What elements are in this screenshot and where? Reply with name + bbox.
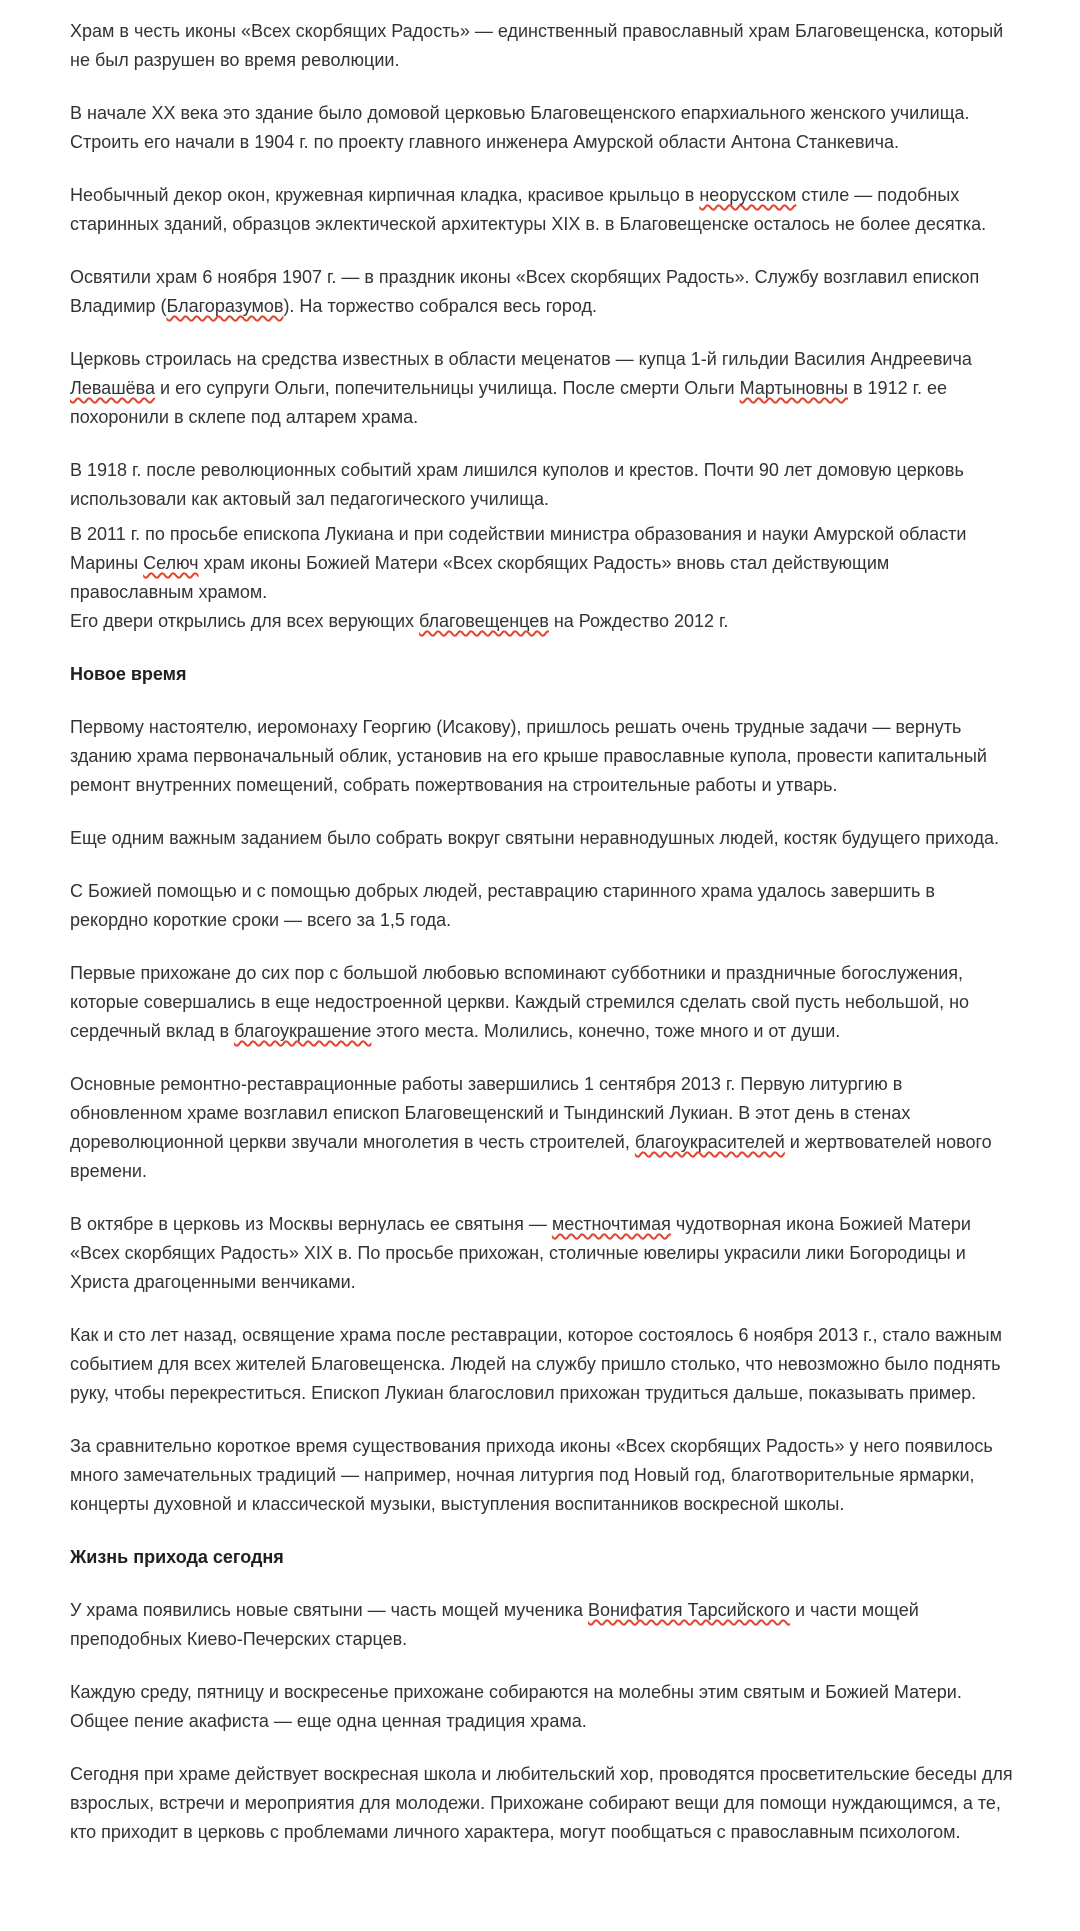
text-run: В 1918 г. после революционных событий храм лишился куполов и крестов. Почти 90 лет домовую церковь использовали как актовый зал педагогического училища. xyxy=(70,460,964,509)
paragraph xyxy=(70,1760,1014,1847)
paragraph xyxy=(70,1432,1014,1519)
text-run: в 1912 г. ее похоронили в склепе под алтарем храма. xyxy=(70,378,947,427)
paragraph xyxy=(70,1070,1014,1186)
paragraph xyxy=(70,1678,1014,1736)
section-heading xyxy=(70,660,1014,689)
text-run: Основные ремонтно-реставрационные работы завершились 1 сентября 2013 г. Первую литургию в обновленном храме возглавил епископ Благовещенский и Тындинский Лукиан. В этот день в стенах дореволюционной церкви звучали многолетия в честь строителей, xyxy=(70,1074,911,1152)
text-run: Освятили храм 6 ноября 1907 г. — в праздник иконы «Всех скорбящих Радость». Службу возглавил епископ Владимир ( xyxy=(70,267,980,316)
text-run: чудотворная икона Божией Матери «Всех скорбящих Радость» XIX в. По просьбе прихожан, столичные ювелиры украсили лики Богородицы и Христа драгоценными венчиками. xyxy=(70,1214,971,1292)
text-run: этого места. Молились, конечно, тоже много и от души. xyxy=(371,1021,841,1041)
text-run: Еще одним важным заданием было собрать вокруг святыни неравнодушных людей, костяк будущего прихода. xyxy=(70,828,999,848)
paragraph xyxy=(70,456,1014,514)
text-run: Как и сто лет назад, освящение храма после реставрации, которое состоялось 6 ноября 2013 г., стало важным событием для всех жителей Благовещенска. Людей на службу пришло столько, что невозможно было поднять руку, чтобы перекреститься. Епископ Лукиан благословил прихожан трудиться дальше, показывать пример. xyxy=(70,1325,1002,1403)
spellcheck-word: Селюч xyxy=(143,553,199,573)
text-run: Храм в честь иконы «Всех скорбящих Радость» — единственный православный храм Благовещенска, который не был разрушен во время революции. xyxy=(70,21,1004,70)
text-run: на Рождество 2012 г. xyxy=(548,611,729,631)
text-run: Необычный декор окон, кружевная кирпичная кладка, красивое крыльцо в xyxy=(70,185,700,205)
paragraph xyxy=(70,607,1014,636)
text-run: С Божией помощью и с помощью добрых людей, реставрацию старинного храма удалось завершить в рекордно короткие сроки — всего за 1,5 года. xyxy=(70,881,935,930)
text-run: ). На торжество собрался весь город. xyxy=(283,296,598,316)
text-run: и жертвователей нового времени. xyxy=(70,1132,992,1181)
paragraph xyxy=(70,181,1014,239)
spellcheck-word: Благоразумов xyxy=(166,296,284,316)
spellcheck-word: местночтимая xyxy=(551,1214,671,1234)
text-run: и части мощей преподобных Киево-Печерских старцев. xyxy=(70,1600,919,1649)
text-run: В начале XX века это здание было домовой церковью Благовещенского епархиального женского училища. Строить его начали в 1904 г. по проекту главного инженера Амурской области Антона Станкевича. xyxy=(70,103,970,152)
spellcheck-word: благовещенцев xyxy=(419,611,549,631)
text-run: Новое время xyxy=(70,664,187,684)
paragraph xyxy=(70,959,1014,1046)
spellcheck-word: неорусском xyxy=(699,185,797,205)
spellcheck-word: благоукрасителей xyxy=(634,1132,785,1152)
text-run: Первые прихожане до сих пор с большой любовью вспоминают субботники и праздничные богослужения, которые совершались в еще недостроенной церкви. Каждый стремился сделать свой пусть небольшой, но сердечный вклад в xyxy=(70,963,970,1041)
paragraph xyxy=(70,99,1014,157)
paragraph xyxy=(70,1321,1014,1408)
text-run: и его супруги Ольги, попечительницы училища. После смерти Ольги xyxy=(155,378,740,398)
paragraph xyxy=(70,824,1014,853)
paragraph xyxy=(70,877,1014,935)
text-run: За сравнительно короткое время существования прихода иконы «Всех скорбящих Радость» у него появилось много замечательных традиций — например, ночная литургия под Новый год, благотворительные ярмарки, концерты духовной и классической музыки, выступления воспитанников воскресной школы. xyxy=(70,1436,993,1514)
paragraph xyxy=(70,713,1014,800)
text-run: стиле — подобных старинных зданий, образцов эклектической архитектуры XIX в. в Благовещенске осталось не более десятка. xyxy=(70,185,987,234)
text-run: Его двери открылись для всех верующих xyxy=(70,611,420,631)
text-run: Первому настоятелю, иеромонаху Георгию (Исакову), пришлось решать очень трудные задачи — вернуть зданию храма первоначальный облик, установив на его крыше православные купола, провести капитальный ремонт внутренних помещений, собрать пожертвования на строительные работы и утварь. xyxy=(70,717,987,795)
paragraph xyxy=(70,263,1014,321)
paragraph xyxy=(70,520,1014,607)
text-run: храм иконы Божией Матери «Всех скорбящих Радость» вновь стал действующим православным храмом. xyxy=(70,553,890,602)
text-run: Жизнь прихода сегодня xyxy=(70,1547,284,1567)
spellcheck-word: Левашёва xyxy=(70,378,156,398)
section-heading xyxy=(70,1543,1014,1572)
text-run: В октябре в церковь из Москвы вернулась ее святыня — xyxy=(70,1214,552,1234)
paragraph xyxy=(70,17,1014,75)
text-run: Каждую среду, пятницу и воскресенье прихожане собираются на молебны этим святым и Божией Матери. Общее пение акафиста — еще одна ценная традиция храма. xyxy=(70,1682,962,1731)
text-run: Сегодня при храме действует воскресная школа и любительский хор, проводятся просветительские беседы для взрослых, встречи и мероприятия для молодежи. Прихожане собирают вещи для помощи нуждающимся, а те, кто приходит в церковь с проблемами личного характера, могут пообщаться с православным психологом. xyxy=(70,1764,1013,1842)
spellcheck-word: Мартыновны xyxy=(739,378,848,398)
paragraph xyxy=(70,1596,1014,1654)
spellcheck-word: благоукрашение xyxy=(234,1021,372,1041)
paragraph xyxy=(70,345,1014,432)
paragraph xyxy=(70,1210,1014,1297)
text-run: В 2011 г. по просьбе епископа Лукиана и при содействии министра образования и науки Амурской области Марины xyxy=(70,524,967,573)
text-run: У храма появились новые святыни — часть мощей мученика xyxy=(70,1600,588,1620)
text-run: Церковь строилась на средства известных в области меценатов — купца 1-й гильдии Василия Андреевича xyxy=(70,349,972,369)
spellcheck-word: Вонифатия Тарсийского xyxy=(587,1600,791,1620)
